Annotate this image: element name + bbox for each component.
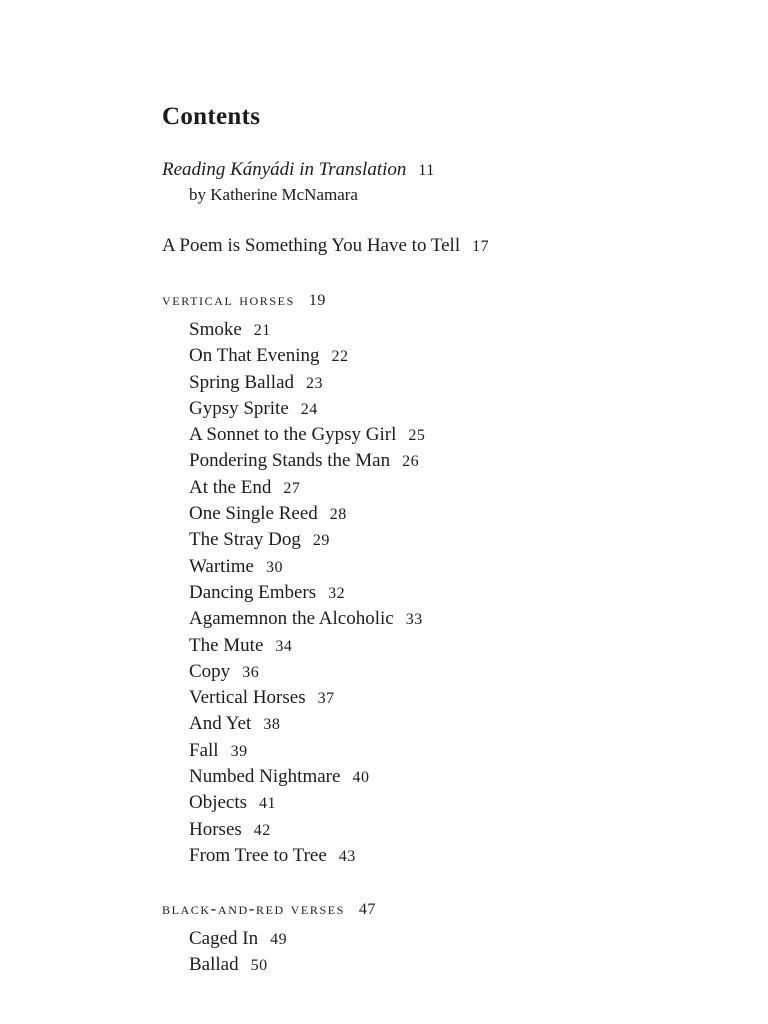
toc-entry[interactable] (189, 606, 425, 632)
entry-title: One Single Reed (189, 503, 318, 525)
entry-page-number: 40 (352, 769, 370, 787)
entry-page-number: 39 (230, 742, 248, 760)
entry-title: Agamemnon the Alcoholic (189, 608, 394, 630)
section-list-black-and-red-verses (189, 926, 287, 979)
toc-entry[interactable] (189, 926, 287, 952)
entry-page-number: 27 (283, 479, 301, 497)
entry-page-number: 38 (263, 716, 281, 734)
entry-title: Copy (189, 660, 231, 682)
toc-entry[interactable] (189, 790, 425, 816)
toc-entry[interactable] (189, 711, 425, 737)
entry-title: At the End (189, 476, 272, 498)
intro-byline: by Katherine McNamara (189, 185, 358, 204)
entry-page-number: 30 (265, 558, 283, 576)
toc-entry[interactable] (189, 317, 425, 343)
entry-title: Objects (189, 792, 248, 814)
entry-page-number: 41 (259, 795, 277, 813)
toc-entry[interactable] (189, 370, 425, 396)
entry-title: Ballad (189, 954, 239, 976)
toc-entry[interactable] (189, 422, 425, 448)
entry-title: The Mute (189, 634, 264, 656)
entry-page-number: 43 (338, 847, 356, 865)
entry-title: Horses (189, 818, 242, 840)
entry-title: Numbed Nightmare (189, 766, 341, 788)
entry-title: Dancing Embers (189, 581, 317, 603)
section-heading-vertical-horses[interactable] (162, 290, 326, 310)
toc-entry[interactable] (189, 659, 425, 685)
toc-entry[interactable] (189, 843, 425, 869)
intro-entry[interactable] (162, 159, 435, 181)
toc-entry[interactable] (189, 527, 425, 553)
toc-entry[interactable] (189, 633, 425, 659)
section-list-vertical-horses (189, 317, 425, 869)
entry-title: Pondering Stands the Man (189, 450, 391, 472)
entry-title: Fall (189, 739, 219, 761)
entry-page-number: 50 (250, 957, 268, 975)
entry-page-number: 49 (270, 931, 288, 948)
toc-entry[interactable] (189, 554, 425, 580)
toc-entry[interactable] (189, 764, 425, 790)
toc-entry[interactable] (189, 501, 425, 527)
entry-title: On That Evening (189, 345, 320, 367)
entry-page-number: 32 (328, 584, 346, 602)
toc-entry[interactable] (189, 817, 425, 843)
poem-entry[interactable] (162, 235, 489, 257)
entry-page-number: 22 (331, 348, 349, 366)
intro-page-number: 11 (418, 162, 435, 179)
entry-title: Vertical Horses (189, 687, 306, 709)
entry-title: Smoke (189, 319, 242, 340)
section-title: black-and-red verses (162, 899, 345, 918)
entry-title: Spring Ballad (189, 371, 295, 393)
page-title: Contents (162, 103, 261, 130)
entry-page-number: 29 (312, 532, 330, 550)
toc-entry[interactable] (189, 448, 425, 474)
entry-page-number: 34 (275, 637, 293, 655)
entry-page-number: 21 (253, 322, 271, 339)
entry-page-number: 33 (405, 611, 423, 629)
entry-title: Caged In (189, 928, 259, 949)
intro-title: Reading Kányádi in Translation (162, 159, 407, 180)
toc-entry[interactable] (189, 343, 425, 369)
toc-entry[interactable] (189, 952, 287, 978)
section-page-number: 19 (308, 292, 326, 309)
entry-title: Wartime (189, 555, 254, 577)
entry-page-number: 37 (317, 690, 335, 708)
entry-page-number: 42 (253, 821, 271, 839)
entry-title: A Sonnet to the Gypsy Girl (189, 424, 397, 446)
entry-page-number: 28 (329, 506, 347, 524)
poem-title: A Poem is Something You Have to Tell (162, 235, 461, 256)
entry-page-number: 25 (408, 427, 426, 445)
toc-entry[interactable] (189, 738, 425, 764)
section-heading-black-and-red-verses[interactable] (162, 899, 376, 919)
poem-page-number: 17 (472, 238, 490, 255)
entry-title: The Stray Dog (189, 529, 301, 551)
entry-title: From Tree to Tree (189, 844, 327, 866)
toc-entry[interactable] (189, 580, 425, 606)
entry-page-number: 24 (300, 400, 318, 418)
entry-page-number: 36 (242, 663, 260, 681)
entry-title: Gypsy Sprite (189, 397, 289, 419)
toc-entry[interactable] (189, 396, 425, 422)
section-title: vertical horses (162, 290, 295, 309)
toc-entry[interactable] (189, 685, 425, 711)
entry-title: And Yet (189, 713, 252, 735)
entry-page-number: 23 (306, 374, 324, 392)
section-page-number: 47 (358, 901, 376, 918)
entry-page-number: 26 (402, 453, 420, 471)
toc-entry[interactable] (189, 475, 425, 501)
